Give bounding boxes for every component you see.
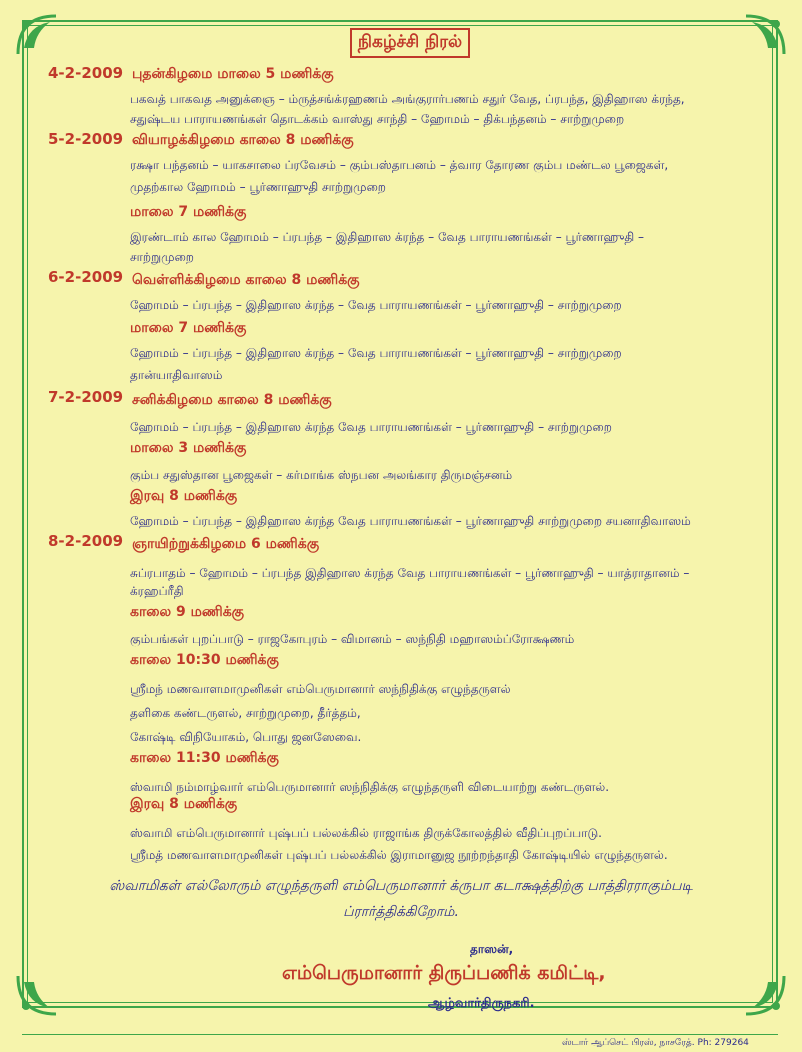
event-date: 6-2-2009 [48,268,124,286]
event-detail: இரண்டாம் கால ஹோமம் – ப்ரபந்த – இதிஹாஸ க்ரந்த – வேத பாராயணங்கள் – பூர்ணாஹுதி – [130,230,645,244]
event-detail: தான்யாதிவாஸம் [130,368,223,382]
event-sub-time: மாலை 3 மணிக்கு [130,440,247,456]
event-detail: ரக்ஷா பந்தனம் – யாகசாலை ப்ரவேசம் – கும்பஸ்தாபனம் – த்வார தோரண கும்ப மண்டல பூஜைகள், [130,158,669,172]
closing-invitation: ஸ்வாமிகள் எல்லோரும் எழுந்தருளி எம்பெருமானார் க்ருபா கடாக்ஷத்திற்கு பாத்திரராகும்படி [109,878,693,894]
corner-ornament-icon [14,12,60,58]
event-date: 7-2-2009 [48,388,124,406]
closing-invitation: ப்ரார்த்திக்கிறோம். [343,904,459,920]
event-detail: சதுஷ்டய பாராயணங்கள் தொடக்கம் வாஸ்து சாந்தி – ஹோமம் – திக்பந்தனம் – சாற்றுமுறை [130,112,625,126]
event-date: 4-2-2009 [48,64,124,82]
event-detail: பகவத் பாகவத அனுக்ஞை – ம்ருத்சங்க்ரஹணம் அங்குரார்பணம் சதுர் வேத, ப்ரபந்த, இதிஹாஸ க்ரந்த, [130,92,685,106]
event-date: 8-2-2009 [48,532,124,550]
footer-divider [22,1034,778,1035]
corner-ornament-icon [14,972,60,1018]
corner-ornament-icon [742,972,788,1018]
event-detail: ஸ்வாமி எம்பெருமானார் புஷ்பப் பல்லக்கில் ராஜாங்க திருக்கோலத்தில் வீதிப்புறப்பாடு. [130,826,602,840]
town-name: ஆழ்வார்திருநகரி. [428,996,535,1011]
event-day-time: வெள்ளிக்கிழமை காலை 8 மணிக்கு [132,272,360,288]
committee-name: எம்பெருமானார் திருப்பணிக் கமிட்டி, [282,962,606,984]
page-title: நிகழ்ச்சி நிரல் [350,28,470,58]
event-detail: சாற்றுமுறை [130,250,194,264]
event-sub-time: மாலை 7 மணிக்கு [130,320,247,336]
event-day-time: ஞாயிற்றுக்கிழமை 6 மணிக்கு [132,536,320,552]
event-day-time: சனிக்கிழமை காலை 8 மணிக்கு [132,392,332,408]
event-sub-time: இரவு 8 மணிக்கு [130,488,238,504]
press-credit: ஸ்டார் ஆப்செட் பிரஸ், நாசரேத். Ph: 279264 [562,1038,749,1048]
event-detail: முதற்கால ஹோமம் – பூர்ணாஹுதி சாற்றுமுறை [130,180,386,194]
event-detail: ஹோமம் – ப்ரபந்த – இதிஹாஸ க்ரந்த வேத பாராயணங்கள் – பூர்ணாஹுதி சாற்றுமுறை சயனாதிவாஸம் [130,514,691,528]
event-detail: ஸ்ரீமத் மணவாளமாமுனிகள் புஷ்பப் பல்லக்கில் இராமானுஜ நூற்றந்தாதி கோஷ்டியில் எழுந்தருளல். [130,848,668,862]
corner-ornament-icon [742,12,788,58]
event-detail: ஹோமம் – ப்ரபந்த – இதிஹாஸ க்ரந்த – வேத பாராயணங்கள் – பூர்ணாஹுதி – சாற்றுமுறை [130,346,622,360]
event-day-time: வியாழக்கிழமை காலை 8 மணிக்கு [132,132,354,148]
event-sub-time: இரவு 8 மணிக்கு [130,796,238,812]
event-detail: கும்பங்கள் புறப்பாடு – ராஜகோபுரம் – விமானம் – ஸந்நிதி மஹாஸம்ப்ரோக்ஷணம் [130,632,575,646]
event-detail: ஹோமம் – ப்ரபந்த – இதிஹாஸ க்ரந்த வேத பாராயணங்கள் – பூர்ணாஹுதி – சாற்றுமுறை [130,420,612,434]
event-detail: தளிகை கண்டருளல், சாற்றுமுறை, தீர்த்தம், [130,706,361,720]
event-detail: க்ரஹப்ரீதி [130,584,184,598]
event-detail: கோஷ்டி விநியோகம், பொது ஜனஸேவை. [130,730,362,744]
sender-label: தாஸன், [470,942,514,956]
event-day-time: புதன்கிழமை மாலை 5 மணிக்கு [132,66,334,82]
event-detail: கும்ப சதுஸ்தான பூஜைகள் – கர்மாங்க ஸ்நபன அலங்கார திருமஞ்சனம் [130,468,513,482]
event-detail: ஸ்ரீமந் மணவாளமாமுனிகள் எம்பெருமானார் ஸந்நிதிக்கு எழுந்தருளல் [130,682,511,696]
event-sub-time: மாலை 7 மணிக்கு [130,204,247,220]
event-date: 5-2-2009 [48,130,124,148]
event-detail: ஹோமம் – ப்ரபந்த – இதிஹாஸ க்ரந்த – வேத பாராயணங்கள் – பூர்ணாஹுதி – சாற்றுமுறை [130,298,622,312]
event-detail: ஸ்வாமி நம்மாழ்வார் எம்பெருமானார் ஸந்நிதிக்கு எழுந்தருளி விடையாற்று கண்டருளல். [130,780,610,794]
event-sub-time: காலை 10:30 மணிக்கு [130,652,279,668]
event-detail: சுப்ரபாதம் – ஹோமம் – ப்ரபந்த இதிஹாஸ க்ரந்த வேத பாராயணங்கள் – பூர்ணாஹுதி – யாத்ராதானம் – [130,566,690,580]
event-sub-time: காலை 9 மணிக்கு [130,604,245,620]
event-sub-time: காலை 11:30 மணிக்கு [130,750,279,766]
